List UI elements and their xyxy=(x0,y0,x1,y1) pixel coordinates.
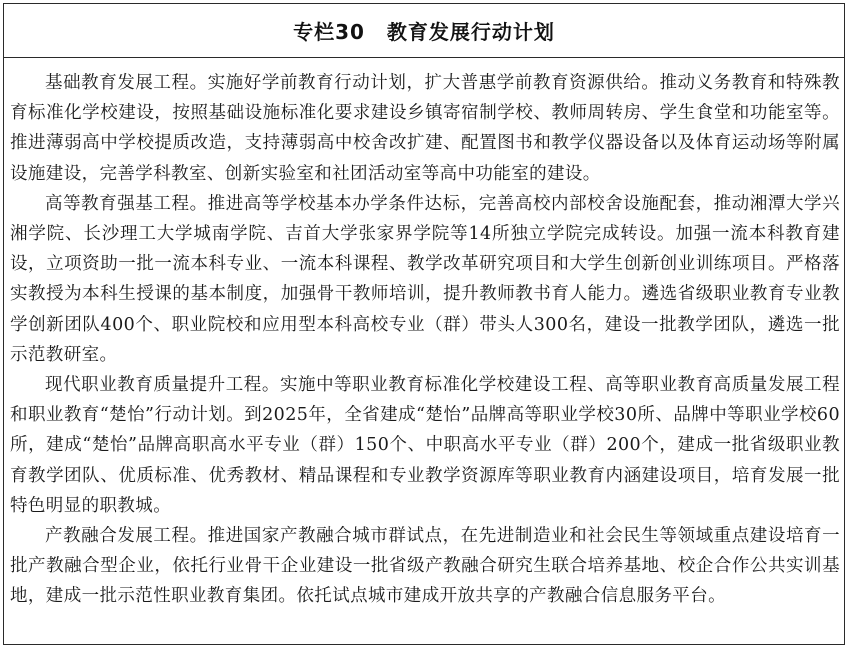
box-title-bar xyxy=(4,4,844,58)
paragraph-lead: 现代职业教育质量提升工程。 xyxy=(45,375,280,396)
paragraph-text: 实施好学前教育行动计划，扩大普惠学前教育资源供给。推动义务教育和特殊教育标准化学校建设，按照基础设施标准化要求建设乡镇寄宿制学校、教师周转房、学生食堂和功能室等。推进薄弱高中学校提质改造，支持薄弱高中校舍改扩建、配置图书和教学仪器设备以及体育运动场等附属设施建设，完善学科教室、创新实验室和社团活动室等高中功能室的建设。 xyxy=(10,73,840,184)
paragraph-higher-education xyxy=(10,189,840,370)
column-box xyxy=(3,3,845,645)
paragraph-lead: 高等教育强基工程。 xyxy=(45,193,208,214)
box-title-number: 专栏30 xyxy=(293,20,365,44)
paragraph-lead: 基础教育发展工程。 xyxy=(45,73,208,93)
paragraph-text: 推进国家产教融合城市群试点，在先进制造业和社会民生等领域重点建设培育一批产教融合型企业，依托行业骨干企业建设一批省级产教融合研究生联合培养基地、校企合作公共实训基地，建成一批示范性职业教育集团。依托试点城市建成开放共享的产教融合信息服务平台。 xyxy=(10,526,840,607)
box-title: 教育发展行动计划 xyxy=(386,20,555,44)
paragraph-text: 推进高等学校基本办学条件达标，完善高校内部校舍设施配套，推动湘潭大学兴湘学院、长沙理工大学城南学院、吉首大学张家界学院等14所独立学院完成转设。加强一流本科教育建设，立项资助一批一流本科专业、一流本科课程、教学改革研究项目和大学生创新创业训练项目。严格落实教授为本科生授课的基本制度，加强骨干教师培训，提升教师教书育人能力。遴选省级职业教育专业教学创新团队400个、职业院校和应用型本科高校专业（群）带头人300名，建设一批教学团队，遴选一批示范教研室。 xyxy=(10,193,840,365)
paragraph-text: 实施中等职业教育标准化学校建设工程、高等职业教育高质量发展工程和职业教育“楚怡”行动计划。到2025年，全省建成“楚怡”品牌高等职业学校30所、品牌中等职业学校60所，建成“楚怡”品牌高职高水平专业（群）150个、中职高水平专业（群）200个，建成一批省级职业教育教学团队、优质标准、优秀教材、精品课程和专业教学资源库等职业教育内涵建设项目，培育发展一批特色明显的职教城。 xyxy=(10,375,840,516)
box-content xyxy=(4,58,844,612)
paragraph-industry-education xyxy=(10,521,840,612)
paragraph-basic-education xyxy=(10,68,840,189)
paragraph-vocational-education xyxy=(10,370,840,521)
paragraph-lead: 产教融合发展工程。 xyxy=(45,526,208,547)
